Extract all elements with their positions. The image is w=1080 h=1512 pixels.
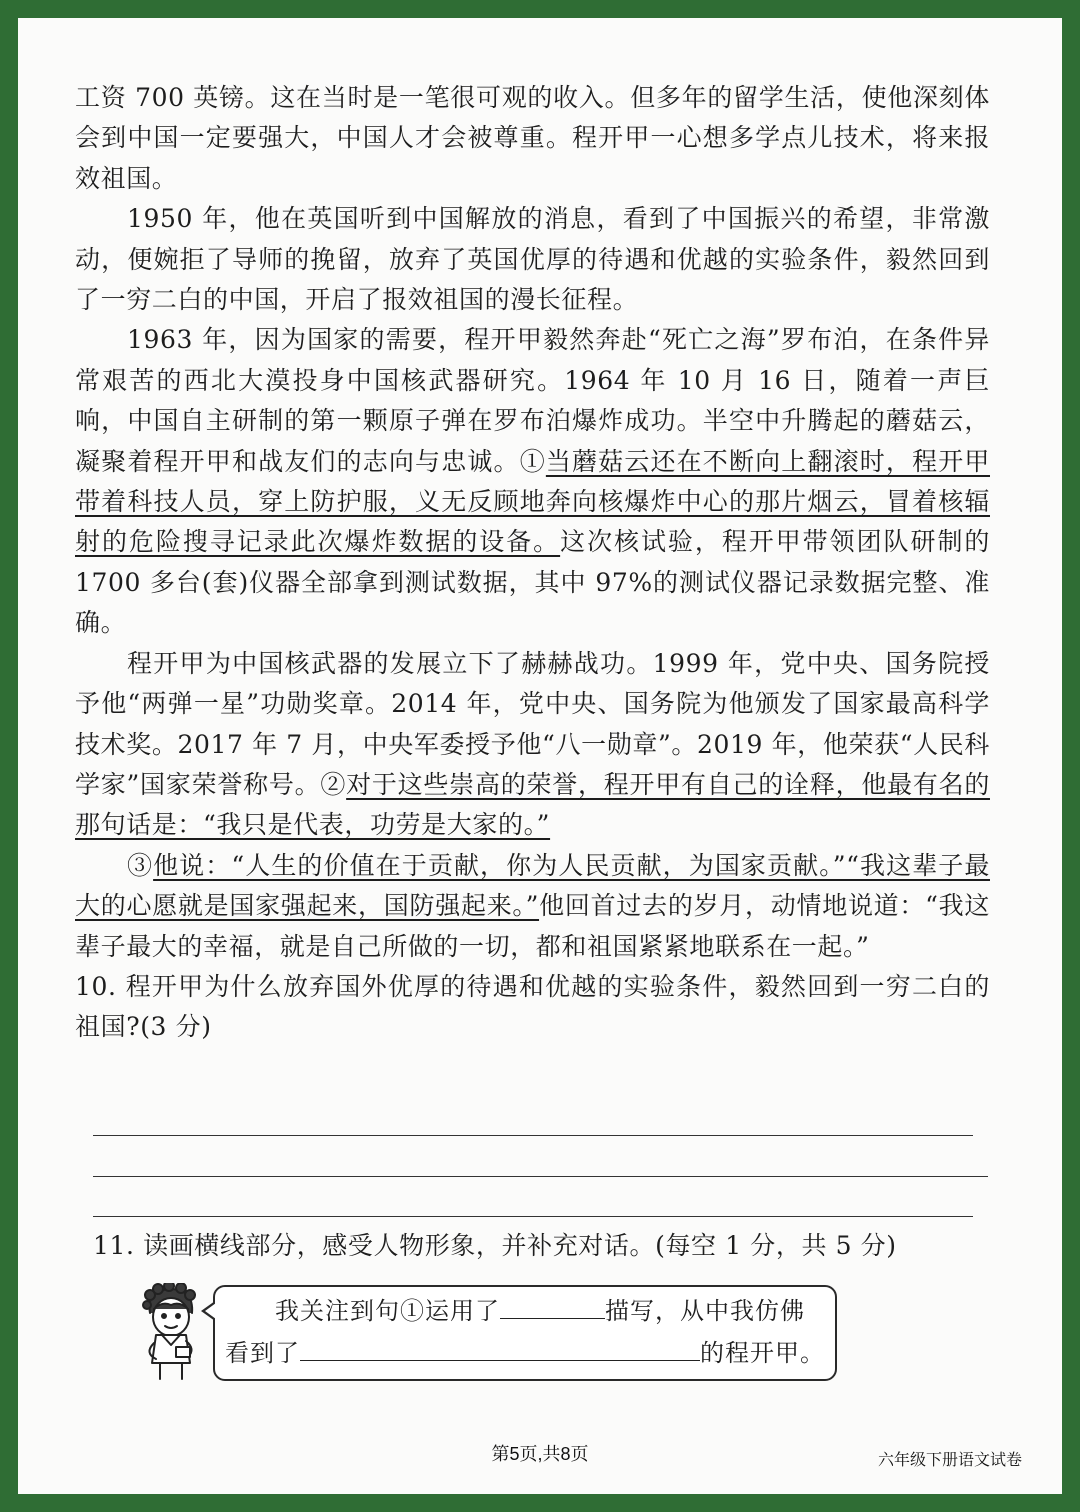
dialog-text-1b: 描写，从中我仿佛: [605, 1297, 805, 1325]
blank-character-trait[interactable]: [300, 1336, 700, 1361]
sentence-number-3: ③: [127, 850, 154, 880]
dialog-text-1a: 我关注到句①运用了: [275, 1297, 500, 1325]
paragraph-2: 1950 年，他在英国听到中国解放的消息，看到了中国振兴的希望，非常激动，便婉拒了导师的挽留，放弃了英国优厚的待遇和优越的实验条件，毅然回到了一穷二白的中国，开启了报效祖国的漫长征程。: [75, 204, 990, 315]
question-11: 11. 读画横线部分，感受人物形象，并补充对话。(每空 1 分，共 5 分): [93, 1231, 897, 1260]
exam-title: 六年级下册语文试卷: [877, 1452, 1022, 1469]
dialog-line-2: [225, 1335, 825, 1371]
paragraph-3-tail: 这次核试验，程开甲带领团队研制的 1700 多台(套)仪器全部拿到测试数据，其中 97%的测试仪器记录数据完整、准确。: [75, 527, 990, 638]
paragraph-3-text: 1963 年，因为国家的需要，程开甲毅然奔赴“死亡之海”罗布泊，在条件异常艰苦的西北大漠投身中国核武器研究。1964 年 10 月 16 日，随着一声巨响，中国自主研制的第一颗原子弹在罗布泊爆炸成功。半空中升腾起的蘑菇云，凝聚着程开甲和战友们的志向与忠诚。①: [75, 325, 990, 476]
question-10: 10. 程开甲为什么放弃国外优厚的待遇和优越的实验条件，毅然回到一穷二白的祖国?(3 分): [75, 971, 990, 1041]
student-cartoon-icon: [136, 1283, 216, 1383]
page-number: 第5页,共8页: [491, 1444, 589, 1464]
answer-line-3[interactable]: [93, 1216, 973, 1217]
paragraph-1: 工资 700 英镑。这在当时是一笔很可观的收入。但多年的留学生活，使他深刻体会到中国一定要强大，中国人才会被尊重。程开甲一心想多学点儿技术，将来报效祖国。: [75, 83, 990, 193]
dialog-text-2b: 的程开甲。: [700, 1339, 825, 1367]
paragraph-4: [75, 644, 990, 846]
blank-description-type[interactable]: [500, 1294, 605, 1319]
answer-line-2[interactable]: [93, 1176, 988, 1177]
underlined-sentence-2: 对于这些崇高的荣誉，程开甲有自己的诠释，他最有名的那句话是：“我只是代表，功劳是大家的。”: [75, 769, 990, 840]
paragraph-3: [75, 320, 990, 643]
paragraph-5-tail: 他回首过去的岁月，动情地说道：“我这辈子最大的幸福，就是自己所做的一切，都和祖国紧紧地联系在一起。”: [75, 891, 990, 961]
underlined-sentence-3: 他说：“人生的价值在于贡献，你为人民贡献，为国家贡献。”“我这辈子最大的心愿就是国家强起来，国防强起来。”: [75, 850, 990, 921]
dialog-line-1: [275, 1293, 805, 1329]
dialog-bubble: [213, 1285, 837, 1381]
dialog-text-2a: 看到了: [225, 1339, 300, 1367]
paragraph-4-text: 程开甲为中国核武器的发展立下了赫赫战功。1999 年，党中央、国务院授予他“两弹一星”功勋奖章。2014 年，党中央、国务院为他颁发了国家最高科学技术奖。2017 年 7 月，中央军委授予他“八一勋章”。2019 年，他荣获“人民科学家”国家荣誉称号。②: [75, 648, 990, 799]
paragraph-5: [75, 846, 990, 967]
underlined-sentence-1: 当蘑菇云还在不断向上翻滚时，程开甲带着科技人员，穿上防护服，义无反顾地奔向核爆炸中心的那片烟云，冒着核辐射的危险搜寻记录此次爆炸数据的设备。: [75, 446, 990, 557]
answer-line-1[interactable]: [93, 1135, 973, 1136]
reading-passage: [75, 78, 990, 1047]
